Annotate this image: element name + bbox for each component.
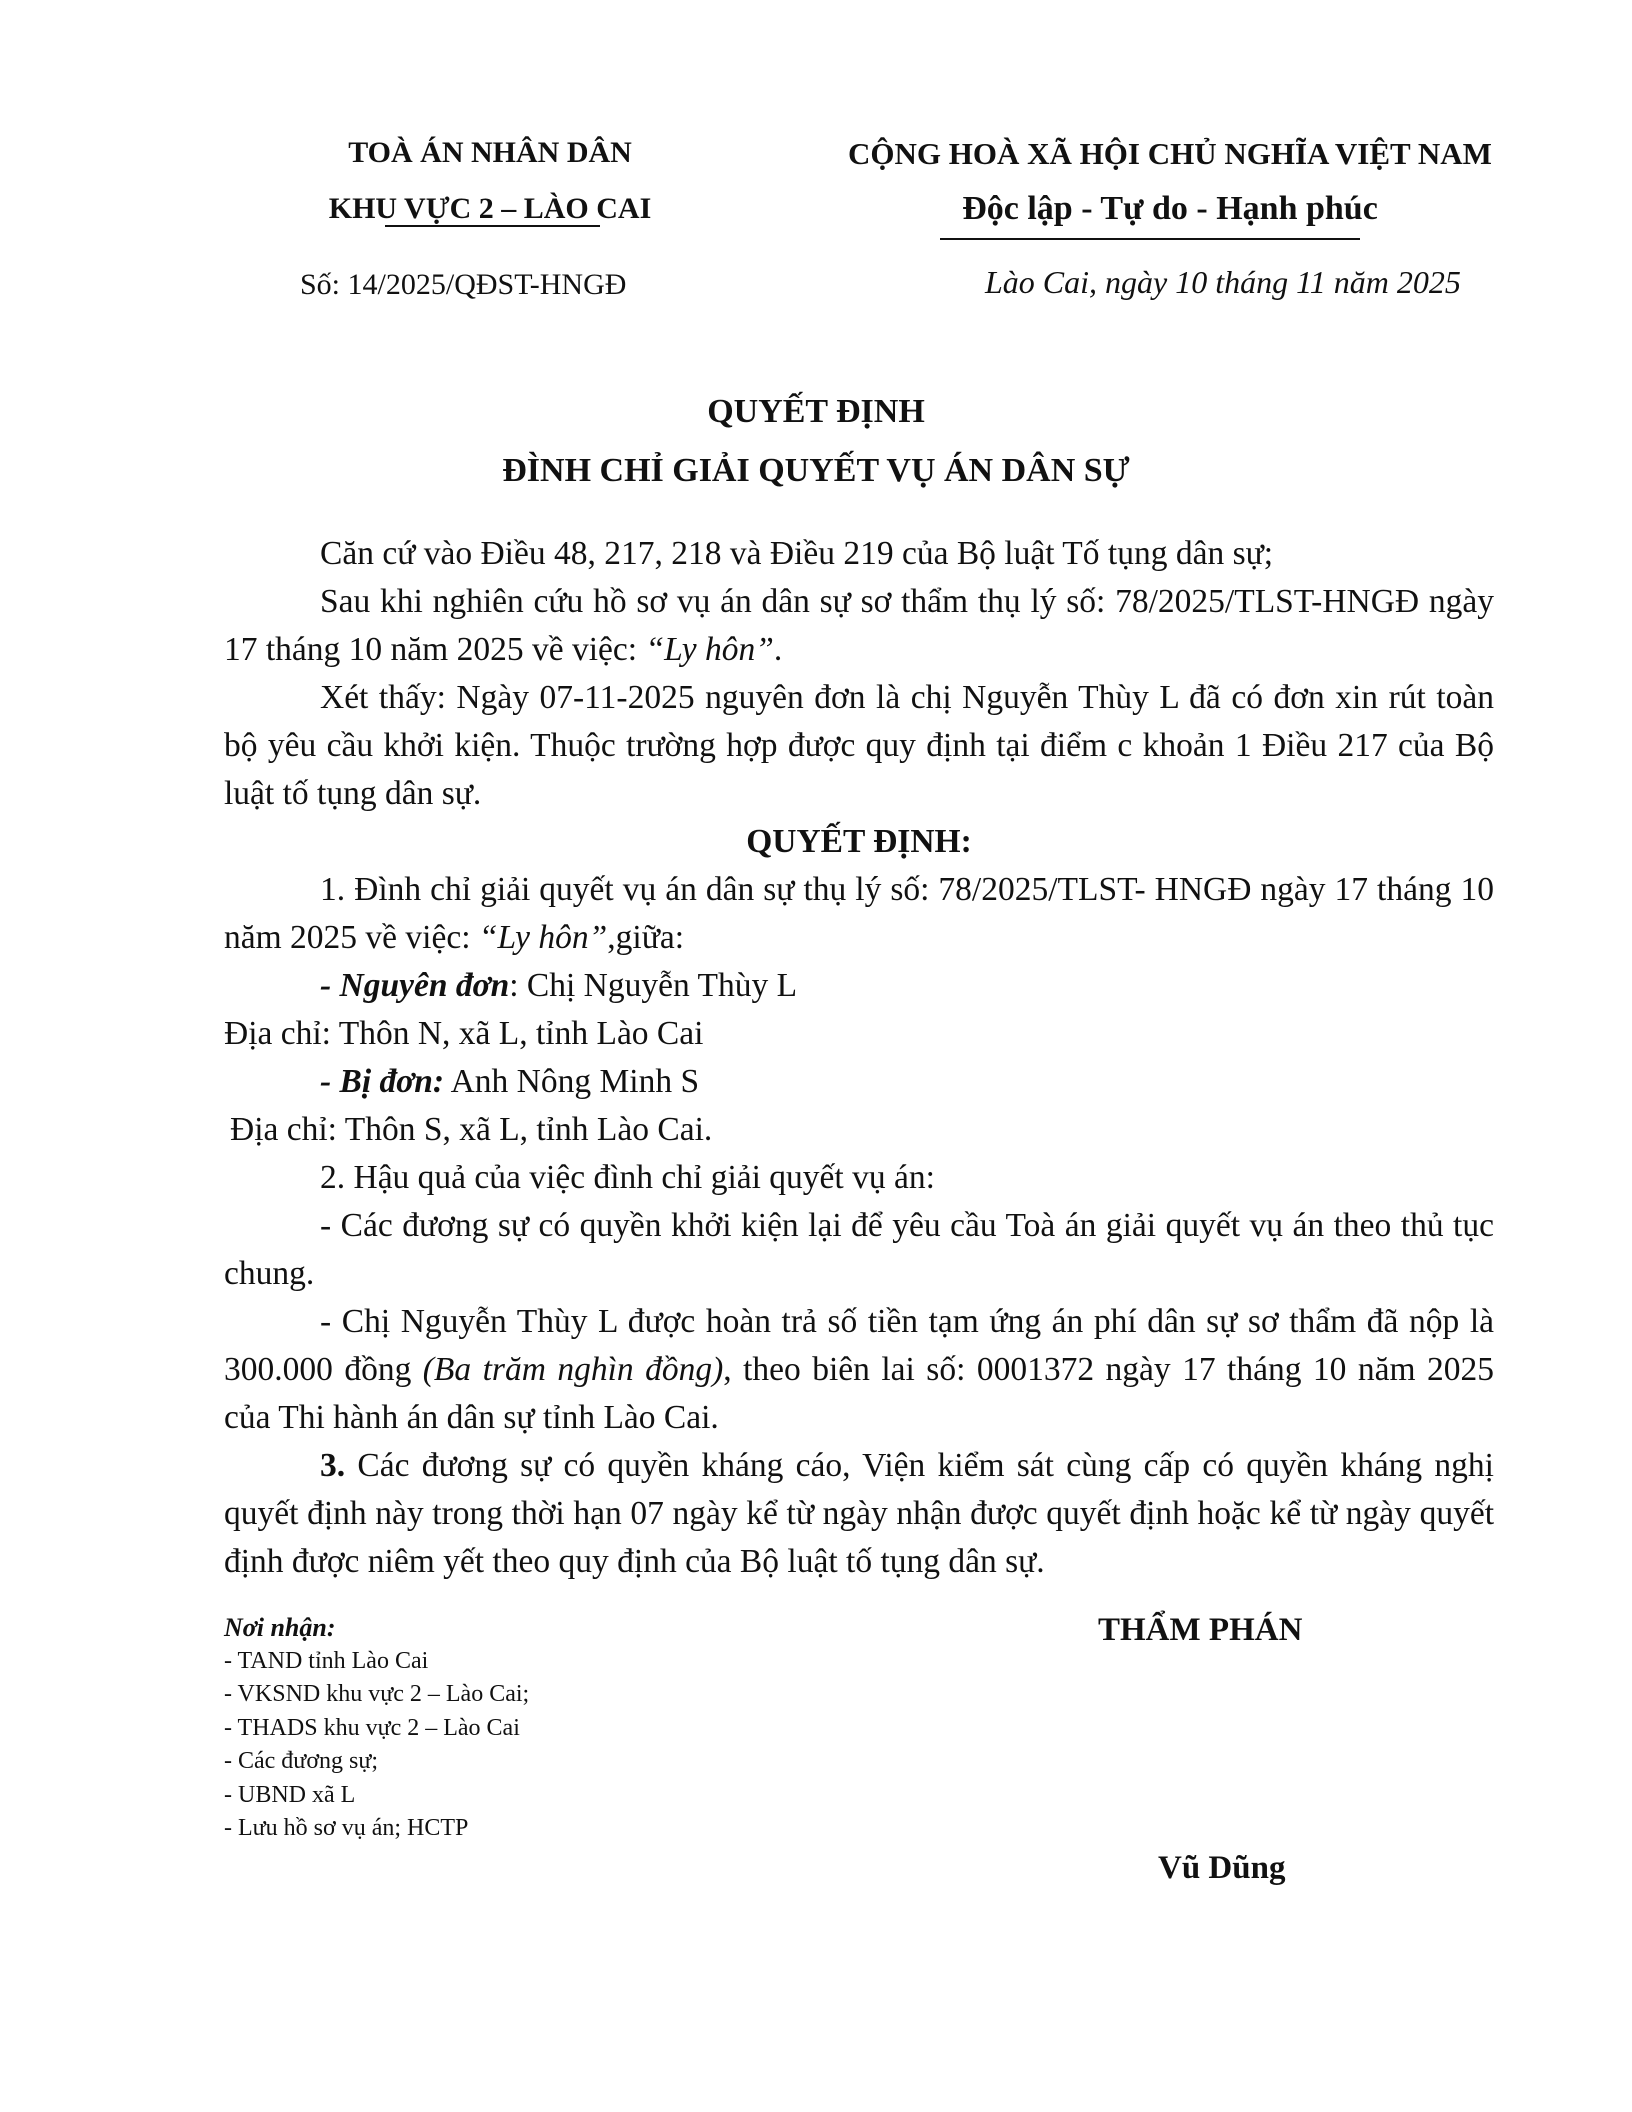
recipient-item: - THADS khu vực 2 – Lào Cai — [224, 1714, 520, 1741]
decision-item-1: 1. Đình chỉ giải quyết vụ án dân sự thụ lý số: 78/2025/TLST- HNGĐ ngày 17 tháng 10 năm 2025 về việc: “Ly hôn”,giữa: — [224, 871, 1494, 956]
recipients-block — [224, 1611, 529, 1846]
decision-item-2: 2. Hậu quả của việc đình chỉ giải quyết vụ án: — [320, 1159, 935, 1196]
decision-item-2b: - Chị Nguyễn Thùy L được hoàn trả số tiền tạm ứng án phí dân sự sơ thẩm đã nộp là 300.000 đồng (Ba trăm nghìn đồng), theo biên lai số: 0001372 ngày 17 tháng 10 năm 2025 của Thi hành án dân sự tỉnh Lào Cai. — [224, 1303, 1495, 1436]
national-title: CỘNG HOÀ XÃ HỘI CHỦ NGHĨA VIỆT NAM — [848, 136, 1492, 171]
motto-underline — [940, 238, 1360, 240]
plaintiff-line: - Nguyên đơn: Chị Nguyễn Thùy L — [320, 967, 798, 1004]
decision-item-3: 3. Các đương sự có quyền kháng cáo, Viện kiểm sát cùng cấp có quyền kháng nghị quyết định này trong thời hạn 07 ngày kể từ ngày nhận được quyết định hoặc kể từ ngày quyết định được niêm yết theo quy định của Bộ luật tố tụng dân sự. — [224, 1447, 1494, 1580]
document-subtitle: ĐÌNH CHỈ GIẢI QUYẾT VỤ ÁN DÂN SỰ — [502, 452, 1130, 489]
plaintiff-address: Địa chỉ: Thôn N, xã L, tỉnh Lào Cai — [224, 1015, 704, 1052]
recipient-item: - UBND xã L — [224, 1781, 356, 1808]
recipient-item: - Lưu hồ sơ vụ án; HCTP — [224, 1815, 469, 1841]
defendant-address: Địa chỉ: Thôn S, xã L, tỉnh Lào Cai. — [230, 1111, 713, 1148]
legal-basis: Căn cứ vào Điều 48, 217, 218 và Điều 219 của Bộ luật Tố tụng dân sự; — [320, 535, 1274, 572]
court-name-underline — [385, 225, 600, 227]
place-date: Lào Cai, ngày 10 tháng 11 năm 2025 — [985, 264, 1461, 300]
signer-role: THẨM PHÁN — [1098, 1612, 1303, 1648]
document-number: Số: 14/2025/QĐST-HNGĐ — [300, 268, 627, 301]
decision-heading: QUYẾT ĐỊNH: — [746, 823, 972, 860]
case-study-paragraph: Sau khi nghiên cứu hồ sơ vụ án dân sự sơ thẩm thụ lý số: 78/2025/TLST-HNGĐ ngày 17 tháng 10 năm 2025 về việc: “Ly hôn”. — [224, 583, 1494, 668]
defendant-name: Anh Nông Minh S — [444, 1063, 700, 1100]
consideration-paragraph: Xét thấy: Ngày 07-11-2025 nguyên đơn là chị Nguyễn Thùy L đã có đơn xin rút toàn bộ yêu cầu khởi kiện. Thuộc trường hợp được quy định tại điểm c khoản 1 Điều 217 của Bộ luật tố tụng dân sự. — [224, 679, 1494, 812]
document-title: QUYẾT ĐỊNH — [707, 393, 925, 430]
court-name-line1: TOÀ ÁN NHÂN DÂN — [348, 136, 632, 169]
recipient-item: - TAND tỉnh Lào Cai — [224, 1647, 429, 1674]
document-body — [224, 530, 1494, 1586]
plaintiff-name: : Chị Nguyễn Thùy L — [509, 967, 798, 1004]
recipient-item: - Các đương sự; — [224, 1748, 379, 1774]
recipients-heading: Nơi nhận: — [224, 1613, 336, 1642]
decision-item-2a: - Các đương sự có quyền khởi kiện lại để yêu cầu Toà án giải quyết vụ án theo thủ tục chung. — [224, 1207, 1494, 1292]
national-motto: Độc lập - Tự do - Hạnh phúc — [962, 190, 1378, 227]
recipient-item: - VKSND khu vực 2 – Lào Cai; — [224, 1681, 530, 1707]
signer-name: Vũ Dũng — [1158, 1850, 1286, 1886]
court-name-line2: KHU VỰC 2 – LÀO CAI — [328, 192, 652, 225]
defendant-line: - Bị đơn: Anh Nông Minh S — [320, 1063, 700, 1100]
